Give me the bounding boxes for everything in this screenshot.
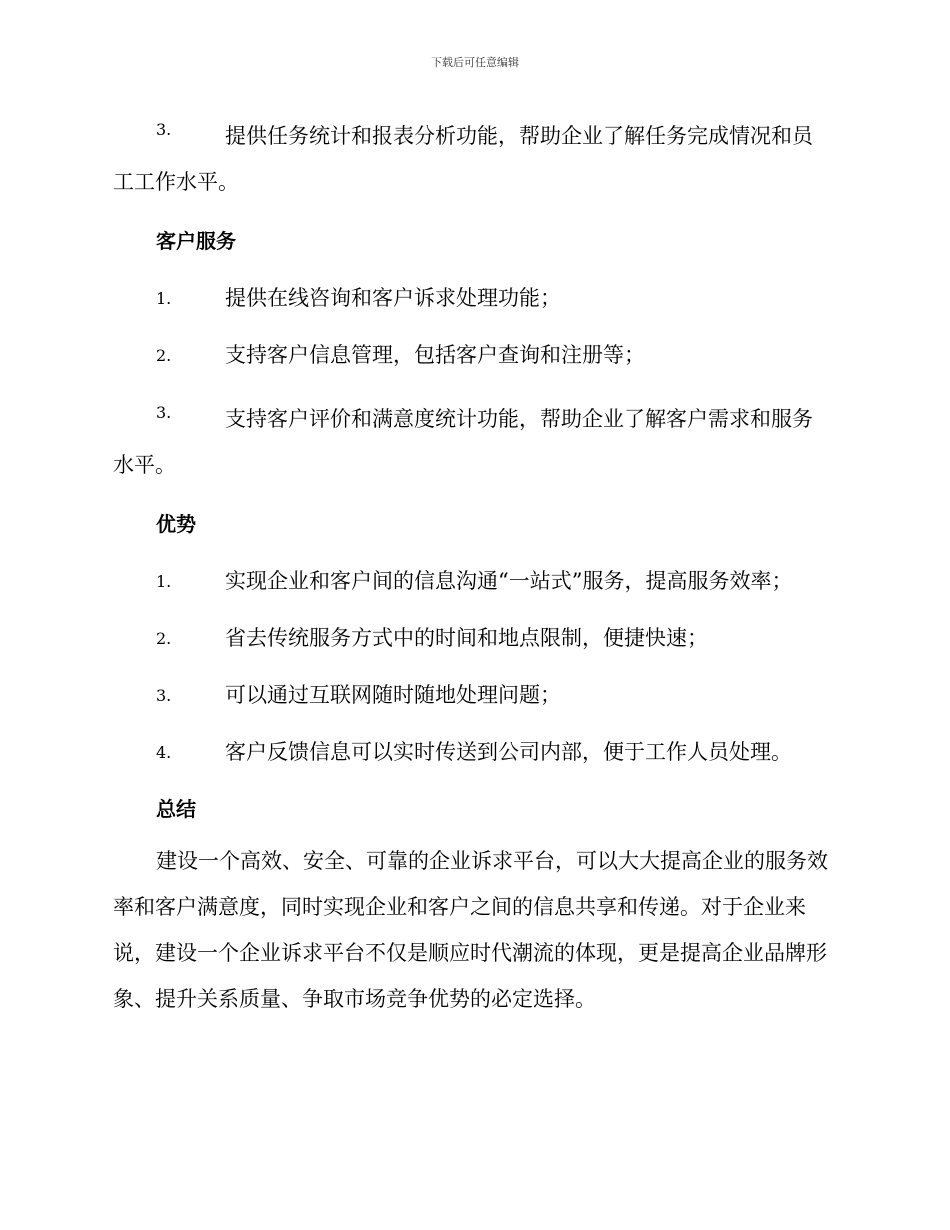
section-heading-summary: 总结 xyxy=(156,797,196,821)
summary-paragraph: 建设一个高效、安全、可靠的企业诉求平台，可以大大提高企业的服务效率和客户满意度，同时实现企业和客户之间的信息共享和传递。对于企业来说，建设一个企业诉求平台不仅是顺应时代潮流的体现，更是提高企业品牌形象、提升关系质量、争取市场竞争优势的必定选择。 xyxy=(113,849,828,1011)
list-item xyxy=(113,339,833,372)
list-number: 3. xyxy=(156,120,172,139)
list-item xyxy=(113,113,833,205)
list-number: 1. xyxy=(156,572,172,591)
list-number: 4. xyxy=(156,743,172,762)
list-item xyxy=(113,622,833,655)
list-number: 3. xyxy=(156,403,172,422)
list-item xyxy=(113,396,833,488)
list-item xyxy=(113,736,833,769)
list-text: 提供在线咨询和客户诉求处理功能； xyxy=(225,286,561,310)
list-item xyxy=(113,565,833,598)
list-item xyxy=(113,282,833,315)
list-text: 支持客户信息管理，包括客户查询和注册等； xyxy=(225,343,645,367)
list-text: 省去传统服务方式中的时间和地点限制，便捷快速； xyxy=(225,626,708,650)
list-item xyxy=(113,679,833,712)
list-text: 支持客户评价和满意度统计功能，帮助企业了解客户需求和服务水平。 xyxy=(113,407,813,477)
page-header: 下载后可任意编辑 xyxy=(431,56,519,69)
list-number: 3. xyxy=(156,686,172,705)
list-number: 2. xyxy=(156,629,172,648)
list-text: 提供任务统计和报表分析功能，帮助企业了解任务完成情况和员工工作水平。 xyxy=(113,124,813,194)
list-number: 2. xyxy=(156,346,172,365)
section-heading-advantages: 优势 xyxy=(156,512,196,536)
list-number: 1. xyxy=(156,289,172,308)
list-text: 可以通过互联网随时随地处理问题； xyxy=(225,683,561,707)
section-heading-customer-service: 客户服务 xyxy=(156,229,236,253)
document-body xyxy=(113,113,833,1022)
list-text: 实现企业和客户间的信息沟通“一站式”服务，提高服务效率； xyxy=(225,569,793,593)
list-text: 客户反馈信息可以实时传送到公司内部，便于工作人员处理。 xyxy=(225,740,792,764)
